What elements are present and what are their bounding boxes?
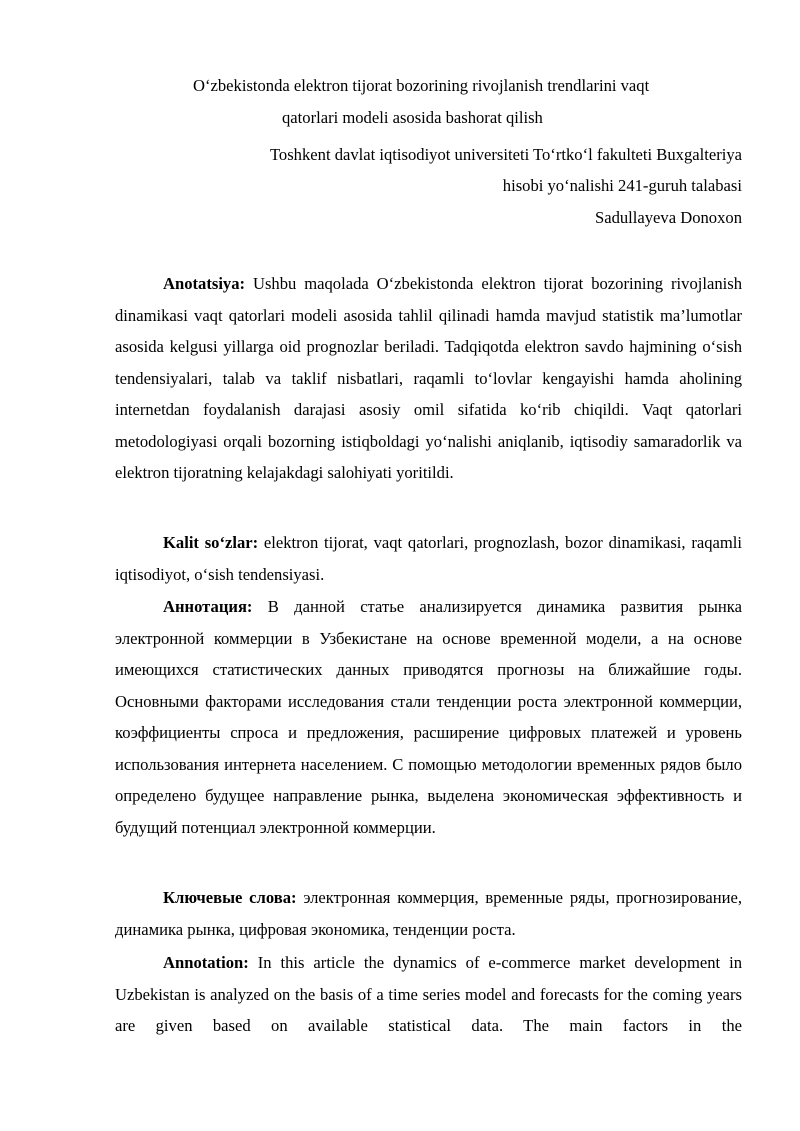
keywords-uz-label: Kalit so‘zlar: — [163, 533, 259, 552]
keywords-uz-text: elektron tijorat, vaqt qatorlari, prognozlash, bozor dinamikasi, raqamli iqtisodiyot, o‘sish tendensiyasi. — [115, 533, 742, 584]
affiliation-line-1: Toshkent davlat iqtisodiyot universiteti To‘rtko‘l fakulteti Buxgalteriya — [269, 145, 742, 164]
abstract-ru-text: В данной статье анализируется динамика развития рынка электронной коммерции в Узбекистане на основе временной модели, а на основе имеющихся статистических данных приводятся прогнозы на ближайшие годы. Основными факторами исследования стали тенденции роста электронной коммерции, коэффициенты спроса и предложения, расширение цифровых платежей и уровень использования интернета населением. С помощью методологии временных рядов было определено будущее направление рынка, выделена экономическая эффективность и будущий потенциал электронной коммерции. — [115, 597, 742, 837]
paper-title-line-1: O‘zbekistonda elektron tijorat bozorining rivojlanish trendlarini vaqt — [193, 76, 650, 95]
abstract-uz — [115, 268, 742, 489]
affiliation-line-2: hisobi yo‘nalishi 241-guruh talabasi — [502, 176, 742, 195]
abstract-ru — [115, 591, 742, 843]
keywords-ru — [115, 882, 742, 945]
keywords-ru-text: электронная коммерция, временные ряды, прогнозирование, динамика рынка, цифровая экономика, тенденции роста. — [115, 888, 743, 939]
abstract-ru-label: Аннотация: — [163, 597, 253, 616]
paper-title-line-2: qatorlari modeli asosida bashorat qilish — [282, 108, 543, 127]
abstract-en — [115, 947, 742, 1042]
keywords-ru-label: Ключевые слова: — [163, 888, 297, 907]
author-name: Sadullayeva Donoxon — [594, 208, 742, 227]
abstract-uz-label: Anotatsiya: — [163, 274, 246, 293]
abstract-en-text: In this article the dynamics of e-commerce market development in Uzbekistan is analyzed on the basis of a time series model and forecasts for the coming years are given based on available statistical data. The main factors in the — [115, 953, 742, 1035]
abstract-en-label: Annotation: — [163, 953, 249, 972]
keywords-uz — [115, 527, 742, 590]
abstract-uz-text: Ushbu maqolada O‘zbekistonda elektron tijorat bozorining rivojlanish dinamikasi vaqt qatorlari modeli asosida tahlil qilinadi hamda mavjud statistik ma’lumotlar asosida kelgusi yillarga oid prognozlar beriladi. Tadqiqotda elektron savdo hajmining o‘sish tendensiyalari, talab va taklif nisbatlari, raqamli to‘lovlar kengayishi hamda aholining internetdan foydalanish darajasi asosiy omil sifatida ko‘rib chiqildi. Vaqt qatorlari metodologiyasi orqali bozorning istiqboldagi yo‘nalishi aniqlanib, iqtisodiy samaradorlik va elektron tijoratning kelajakdagi salohiyati yoritildi. — [115, 274, 742, 482]
